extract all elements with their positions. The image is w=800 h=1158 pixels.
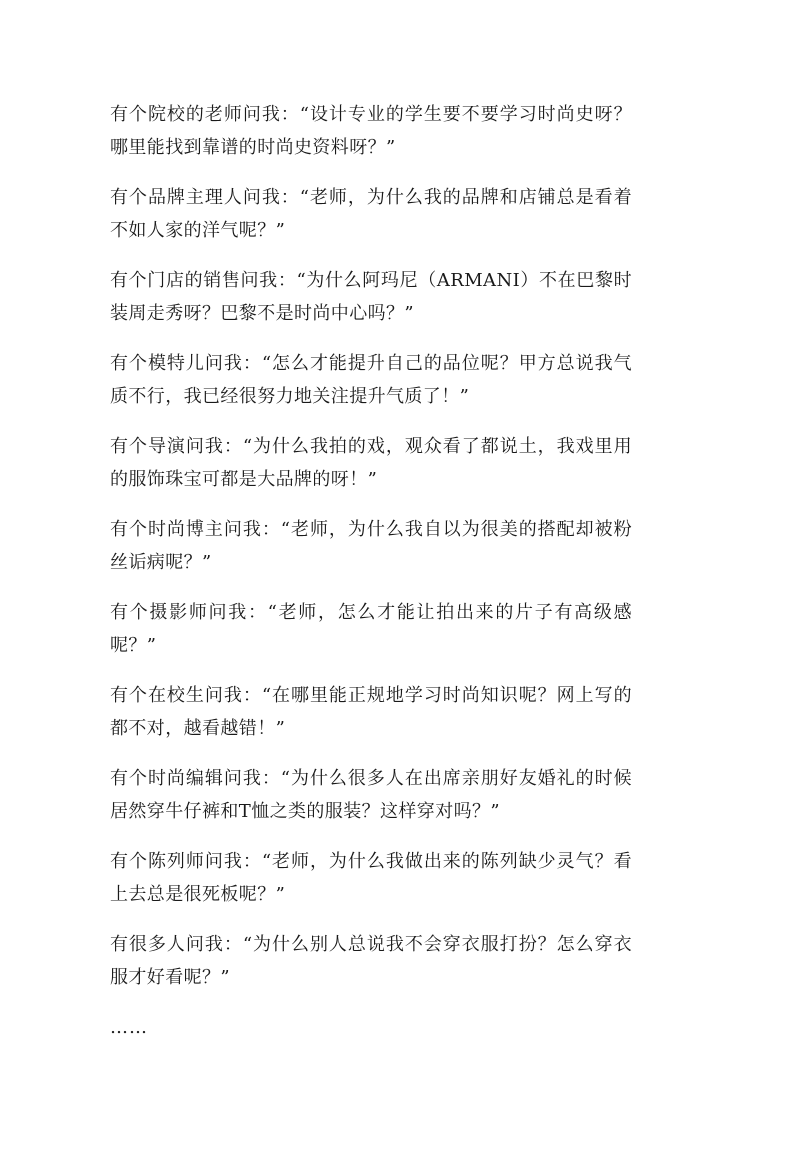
paragraph-model: 有个模特儿问我：“怎么才能提升自己的品位呢？甲方总说我气质不行，我已经很努力地关注提升气质了！” [110, 353, 632, 407]
paragraph-fashion-blogger: 有个时尚博主问我：“老师，为什么我自以为很美的搭配却被粉丝诟病呢？” [110, 519, 632, 573]
paragraph-display-designer: 有个陈列师问我：“老师，为什么我做出来的陈列缺少灵气？看上去总是很死板呢？” [110, 851, 632, 905]
ellipsis-text: …… [110, 1017, 148, 1038]
paragraph-brand-owner: 有个品牌主理人问我：“老师，为什么我的品牌和店铺总是看着不如人家的洋气呢？” [110, 187, 632, 241]
paragraph-director: 有个导演问我：“为什么我拍的戏，观众看了都说土，我戏里用的服饰珠宝可都是大品牌的呀！” [110, 436, 632, 490]
paragraph-fashion-editor: 有个时尚编辑问我：“为什么很多人在出席亲朋好友婚礼的时候居然穿牛仔裤和T恤之类的服装？这样穿对吗？” [110, 768, 632, 822]
paragraph-store-sales: 有个门店的销售问我：“为什么阿玛尼（ARMANI）不在巴黎时装周走秀呀？巴黎不是时尚中心吗？” [110, 270, 632, 324]
paragraph-student: 有个在校生问我：“在哪里能正规地学习时尚知识呢？网上写的都不对，越看越错！” [110, 685, 632, 739]
paragraph-photographer: 有个摄影师问我：“老师，怎么才能让拍出来的片子有高级感呢？” [110, 602, 632, 656]
paragraph-teacher: 有个院校的老师问我：“设计专业的学生要不要学习时尚史呀？哪里能找到靠谱的时尚史资料呀？” [110, 104, 632, 158]
paragraph-many-people: 有很多人问我：“为什么别人总说我不会穿衣服打扮？怎么穿衣服才好看呢？” [110, 934, 632, 988]
